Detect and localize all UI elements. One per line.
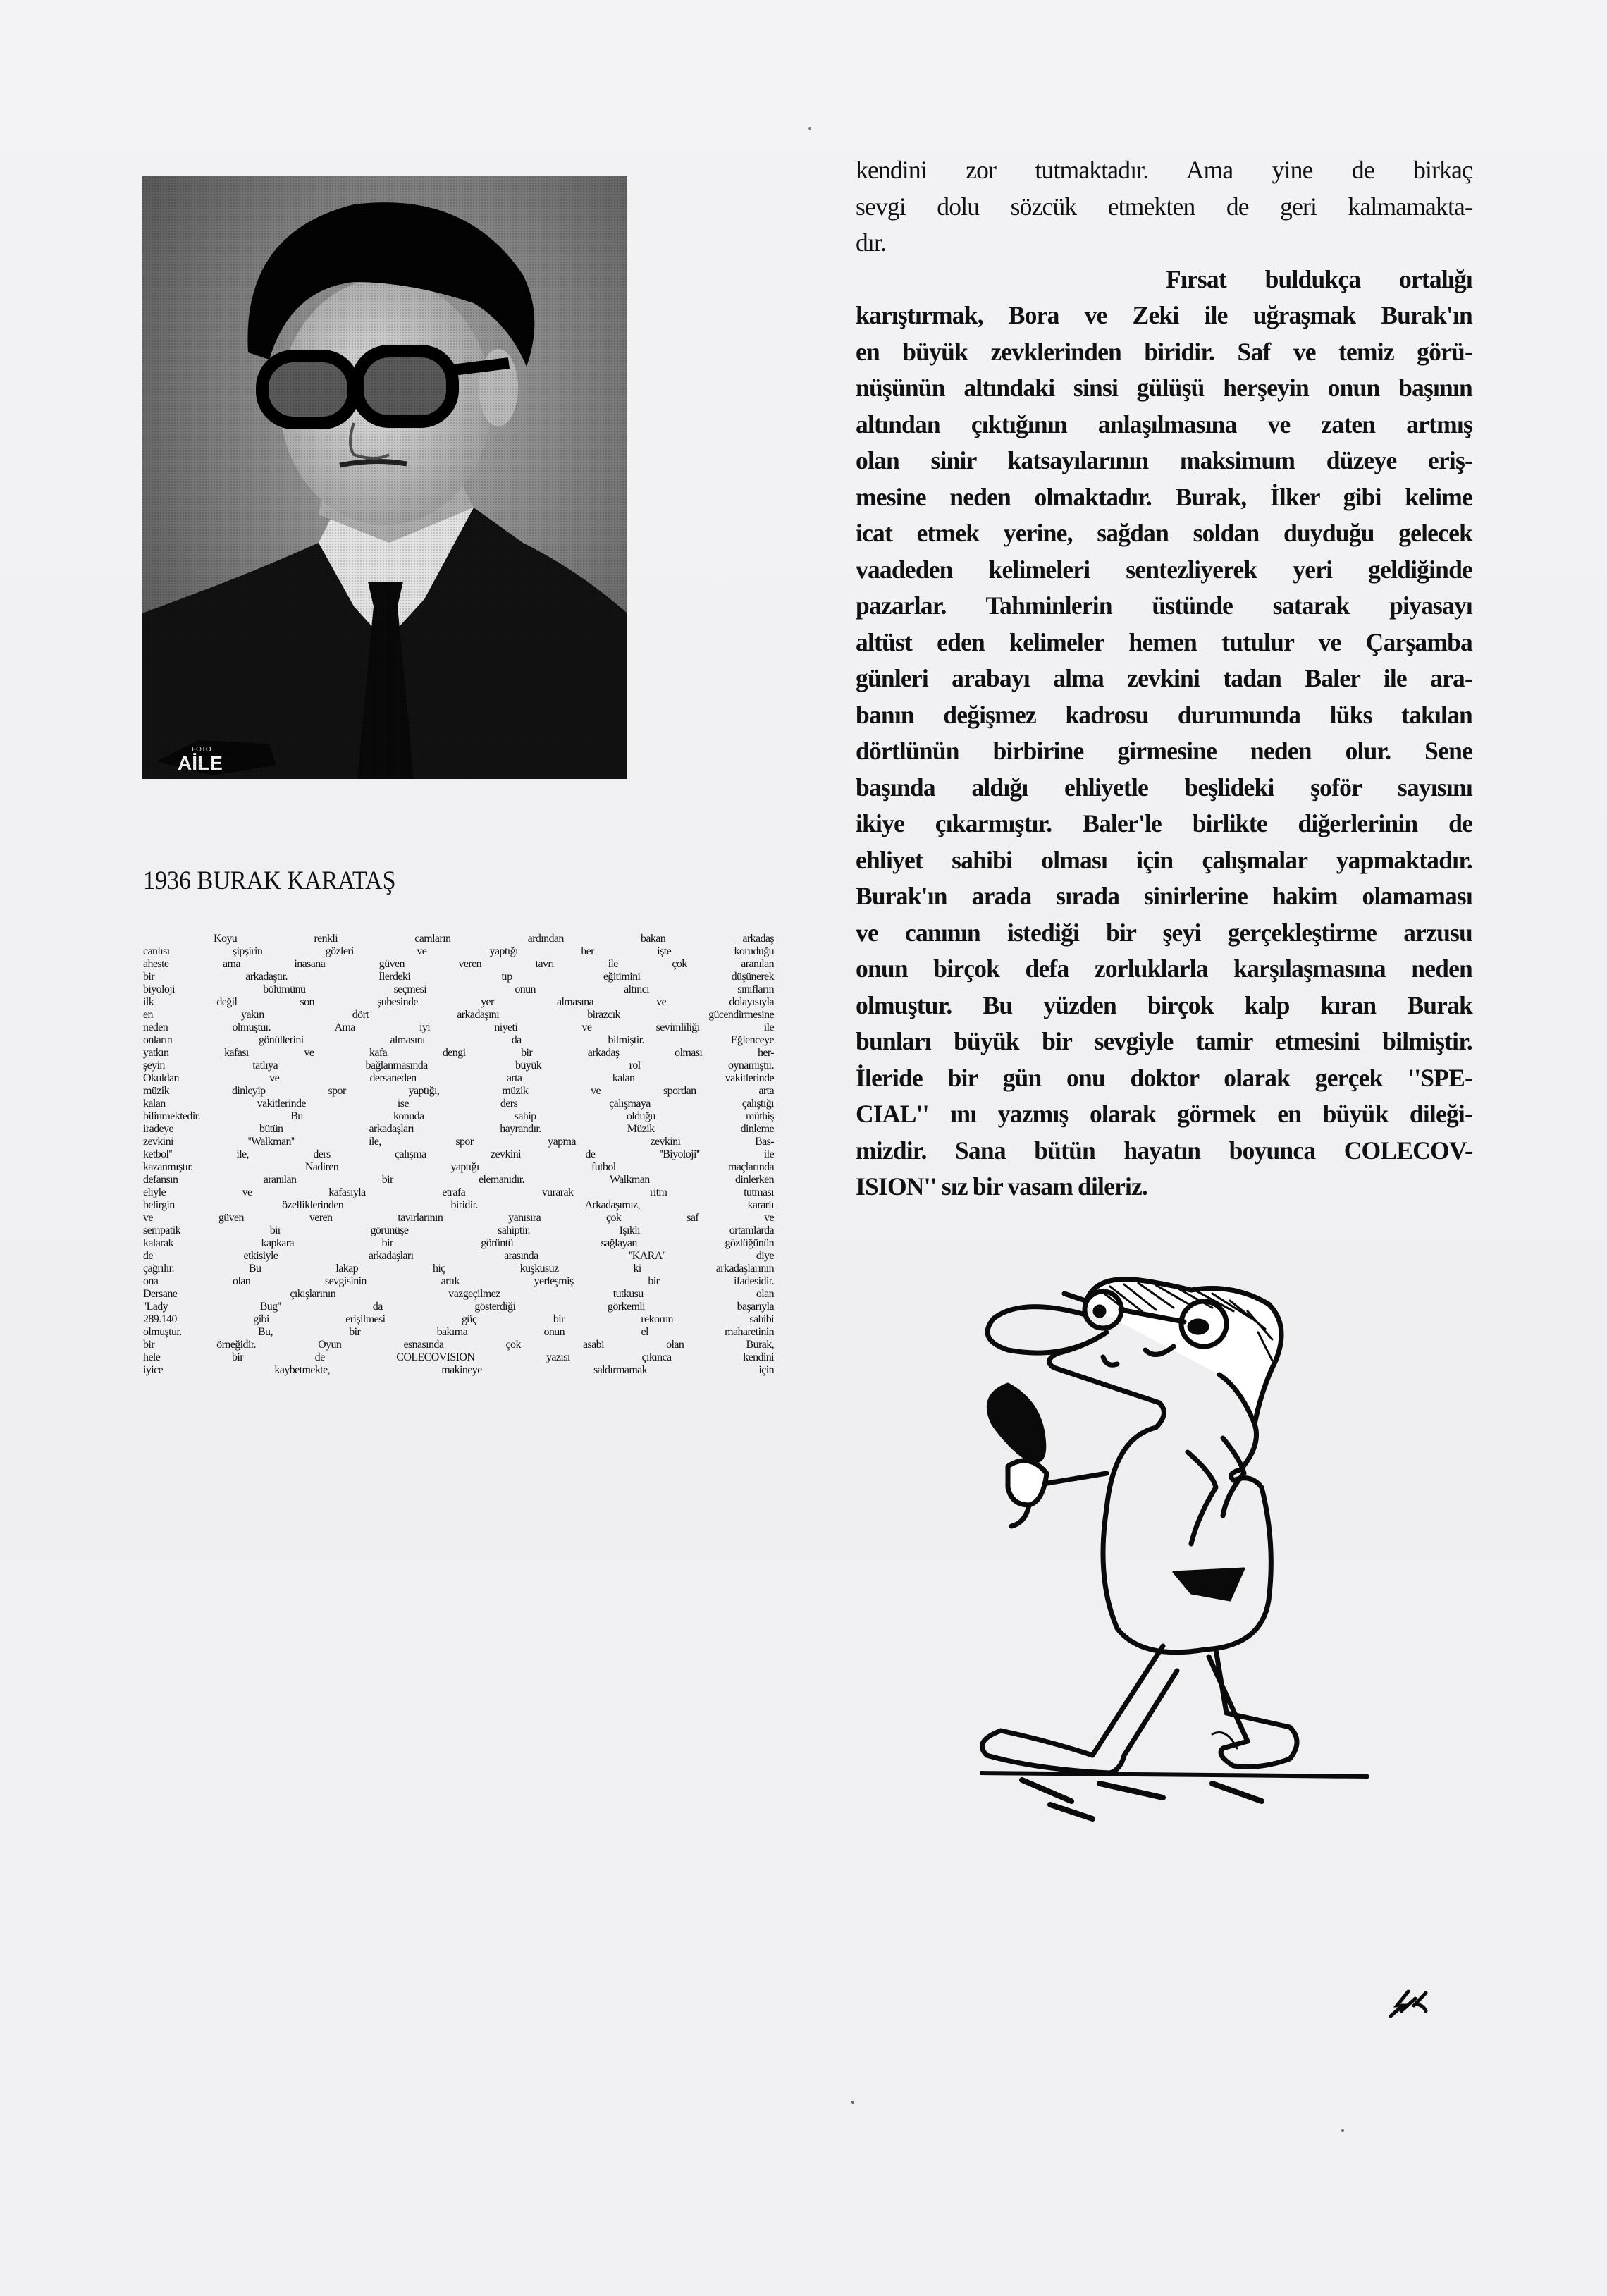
- text-line: onun birçok defa zorluklarla karşılaşmasına neden: [856, 954, 1472, 983]
- portrait-photo: [142, 176, 627, 779]
- text-line: Koyu renkli camların ardından bakan arkadaş: [214, 933, 774, 945]
- text-line: sevgi dolu sözcük etmekten de geri kalmamakta-: [856, 192, 1472, 221]
- cartoon-legs: [982, 1646, 1177, 1773]
- text-line: Okuldan ve dersaneden arta kalan vakitlerinde: [143, 1072, 774, 1084]
- text-line: canlısı şipşirin gözleri ve yaptığı her işte koruduğu: [143, 945, 774, 957]
- text-line: onların gönüllerini almasını da bilmiştir. Eğlenceye: [143, 1034, 774, 1046]
- text-line: en yakın dört arkadaşını birazcık gücendirmesine: [143, 1009, 774, 1021]
- text-line: eliyle ve kafasıyla etrafa vurarak ritm tutması: [143, 1186, 774, 1198]
- text-line: ''Lady Bug'' da gösterdiği görkemli başarıyla: [143, 1301, 774, 1313]
- text-line: pazarlar. Tahminlerin üstünde satarak piyasayı: [856, 591, 1472, 620]
- text-line: belirgin özelliklerinden biridir. Arkadaşımız, kararlı: [143, 1199, 774, 1211]
- text-line: icat etmek yerine, sağdan soldan duyduğu gelecek: [856, 519, 1472, 547]
- text-line: iradeye bütün arkadaşları hayrandır. Müzik dinleme: [143, 1123, 774, 1135]
- text-line: dörtlünün birbirine girmesine neden olur. Sene: [856, 737, 1472, 765]
- text-line: altüst eden kelimeler hemen tutulur ve Çarşamba: [856, 627, 1472, 656]
- portrait-illustration: [142, 176, 627, 779]
- text-line: karıştırmak, Bora ve Zeki ile uğraşmak Burak'ın: [856, 301, 1472, 329]
- text-line: başında aldığı ehliyetle beşlideki şoför sayısını: [856, 773, 1472, 802]
- text-line: ve canının istediği bir şeyi gerçekleştirme arzusu: [856, 918, 1472, 947]
- text-line: mesine neden olmaktadır. Burak, İlker gibi kelime: [856, 482, 1472, 511]
- text-line: ehliyet sahibi olması için çalışmalar yapmaktadır.: [856, 845, 1472, 874]
- left-column: [143, 866, 774, 1377]
- text-line: kazanmıştır. Nadiren yaptığı futbol maçlarında: [143, 1161, 774, 1173]
- text-line: kalan vakitlerinde ise ders çalışmaya çalıştığı: [143, 1098, 774, 1110]
- text-line: defansın aranılan bir elemanıdır. Walkman dinlerken: [143, 1174, 774, 1186]
- text-line: bilinmektedir. Bu konuda sahip olduğu müthiş: [143, 1110, 774, 1122]
- text-line: banın değişmez kadrosu durumunda lüks takılan: [856, 700, 1472, 729]
- text-line: bir arkadaştır. İlerdeki tıp eğitimini düşünerek: [143, 971, 774, 983]
- text-line: en büyük zevklerinden biridir. Saf ve temiz görü-: [856, 337, 1472, 366]
- text-line: 289.140 gibi erişilmesi güç bir rekorun sahibi: [143, 1313, 774, 1325]
- text-line: ilk değil son şubesinde yer almasına ve dolayısıyla: [143, 996, 774, 1008]
- text-line: Fırsat buldukça ortalığı: [1166, 264, 1472, 293]
- cartoon-ground: [980, 1773, 1367, 1776]
- text-line: olmuştur. Bu, bir bakıma onun el maharetinin: [143, 1326, 774, 1338]
- text-line: olmuştur. Bu yüzden birçok kalp kıran Burak: [856, 990, 1472, 1019]
- text-line: biyoloji bölümünü seçmesi onun altıncı sınıfların: [143, 983, 774, 995]
- text-line: ISION'' sız bir vasam dileriz.: [856, 1172, 1148, 1201]
- text-line: vaadeden kelimeleri sentezliyerek yeri geldiğinde: [856, 555, 1472, 584]
- text-line: Dersane çıkışlarının vazgeçilmez tutkusu olan: [143, 1288, 774, 1300]
- text-line: İleride bir gün onu doktor olarak gerçek ''SPE-: [856, 1063, 1472, 1092]
- cartoon-illustration: [980, 1262, 1396, 2037]
- text-line: bir örneğidir. Oyun esnasında çok asabi olan Burak,: [143, 1339, 774, 1351]
- text-line: bunları büyük bir sevgiyle tamir etmesini bilmiştir.: [856, 1027, 1472, 1055]
- text-line: dır.: [856, 228, 887, 257]
- text-line: mizdir. Sana bütün hayatın boyunca COLECOV-: [856, 1136, 1472, 1165]
- left-body-text: [143, 933, 774, 1377]
- artist-signature: [1387, 1984, 1436, 2020]
- text-line: şeyin tatlıya bağlanmasında büyük rol oynamıştır.: [143, 1060, 774, 1072]
- right-column: [856, 152, 1472, 1205]
- text-line: ketbol'' ile, ders çalışma zevkini de ''Biyoloji'' ile: [143, 1148, 774, 1160]
- text-line: ona olan sevgisinin artık yerleşmiş bir ifadesidir.: [143, 1275, 774, 1287]
- text-line: kendini zor tutmaktadır. Ama yine de birkaç: [856, 156, 1472, 184]
- text-line: aheste ama inasana güven veren tavrı ile çok aranılan: [143, 958, 774, 970]
- print-speck: [1341, 2129, 1344, 2132]
- cartoon-microphone: [989, 1385, 1044, 1461]
- text-line: Burak'ın arada sırada sinirlerine hakim olamaması: [856, 882, 1472, 910]
- text-line: de etkisiyle arkadaşları arasında ''KARA'' diye: [143, 1250, 774, 1262]
- text-line: zevkini ''Walkman'' ile, spor yapma zevkini Bas-: [143, 1136, 774, 1148]
- print-speck: [851, 2101, 854, 2104]
- text-line: ikiye çıkarmıştır. Baler'le birlikte diğerlerinin de: [856, 809, 1472, 837]
- text-line: CIAL'' ını yazmış olarak görmek en büyük dileği-: [856, 1100, 1472, 1128]
- text-line: altından çıktığının anlaşılmasına ve zaten artmış: [856, 410, 1472, 438]
- text-line: müzik dinleyip spor yaptığı, müzik ve spordan arta: [143, 1085, 774, 1097]
- text-line: olan sinir katsayılarının maksimum düzeye eriş-: [856, 446, 1472, 474]
- text-line: neden olmuştur. Ama iyi niyeti ve sevimliliği ile: [143, 1021, 774, 1033]
- text-line: yatkın kafası ve kafa dengi bir arkadaş olması her-: [143, 1047, 774, 1059]
- text-line: günleri arabayı alma zevkini tadan Baler ile ara-: [856, 664, 1472, 692]
- print-speck: [808, 127, 811, 130]
- right-body-text: [856, 262, 1472, 1205]
- text-line: iyice kaybetmekte, makineye saldırmamak için: [143, 1364, 774, 1376]
- text-line: çağrılır. Bu lakap hiç kuşkusuz ki arkadaşlarının: [143, 1263, 774, 1275]
- profile-heading: 1936 BURAK KARATAŞ: [143, 866, 396, 895]
- text-line: sempatik bir görünüşe sahiptir. Işıklı ortamlarda: [143, 1224, 774, 1236]
- text-line: kalarak kapkara bir görüntü sağlayan gözlüğünün: [143, 1237, 774, 1249]
- text-line: ve güven veren tavırlarının yanısıra çok saf ve: [143, 1212, 774, 1224]
- text-line: hele bir de COLECOVISION yazısı çıkınca kendini: [143, 1351, 774, 1363]
- right-intro-text: [856, 152, 1472, 262]
- cartoon-nose: [987, 1307, 1107, 1353]
- text-line: nüşünün altındaki sinsi gülüşü herşeyin onun başının: [856, 374, 1472, 402]
